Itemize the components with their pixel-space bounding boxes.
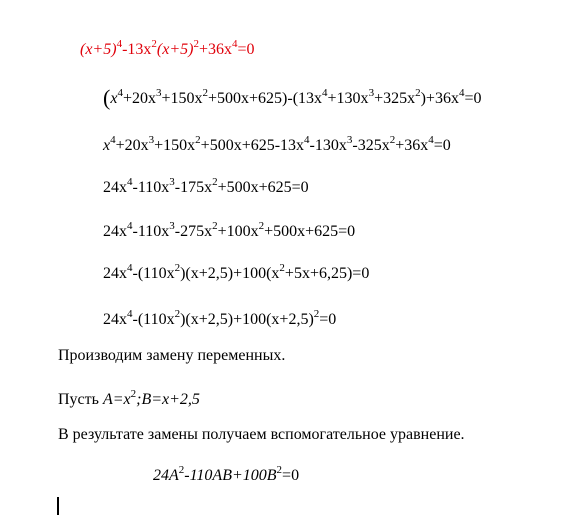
let-definition: Пусть $A=x^2;B=x+2,5$	[58, 388, 200, 408]
equation-line-4: $24x^4-110x^3-175x^2+500x+625=0$	[103, 176, 309, 196]
equation-line-6: $24x^4-(110x^2)(x+2,5)+100(x^2+5x+6,25)=0$	[103, 262, 370, 282]
auxiliary-equation: $24A^2-110AB+100B^2=0$	[153, 464, 300, 484]
result-text: В результате замены получаем вспомогательное уравнение.	[58, 426, 465, 443]
substitution-text: Производим замену переменных.	[58, 347, 286, 364]
text-cursor	[57, 497, 59, 515]
equation-line-5: $24x^4-110x^3-275x^2+100x^2+500x+625=0$	[103, 220, 356, 240]
equation-line-2: $(x^4+20x^3+150x^2+500x+625)-(13x^4+130x^3+325x^2)+36x^4=0$	[103, 85, 482, 110]
equation-line-1: $(x+5)^4-13x^2(x+5)^2+36x^4=0$	[80, 38, 255, 58]
equation-line-3: $x^4+20x^3+150x^2+500x+625-13x^4-130x^3-325x^2+36x^4=0$	[103, 134, 451, 154]
equation-line-7: $24x^4-(110x^2)(x+2,5)+100(x+2,5)^2=0$	[103, 308, 337, 328]
